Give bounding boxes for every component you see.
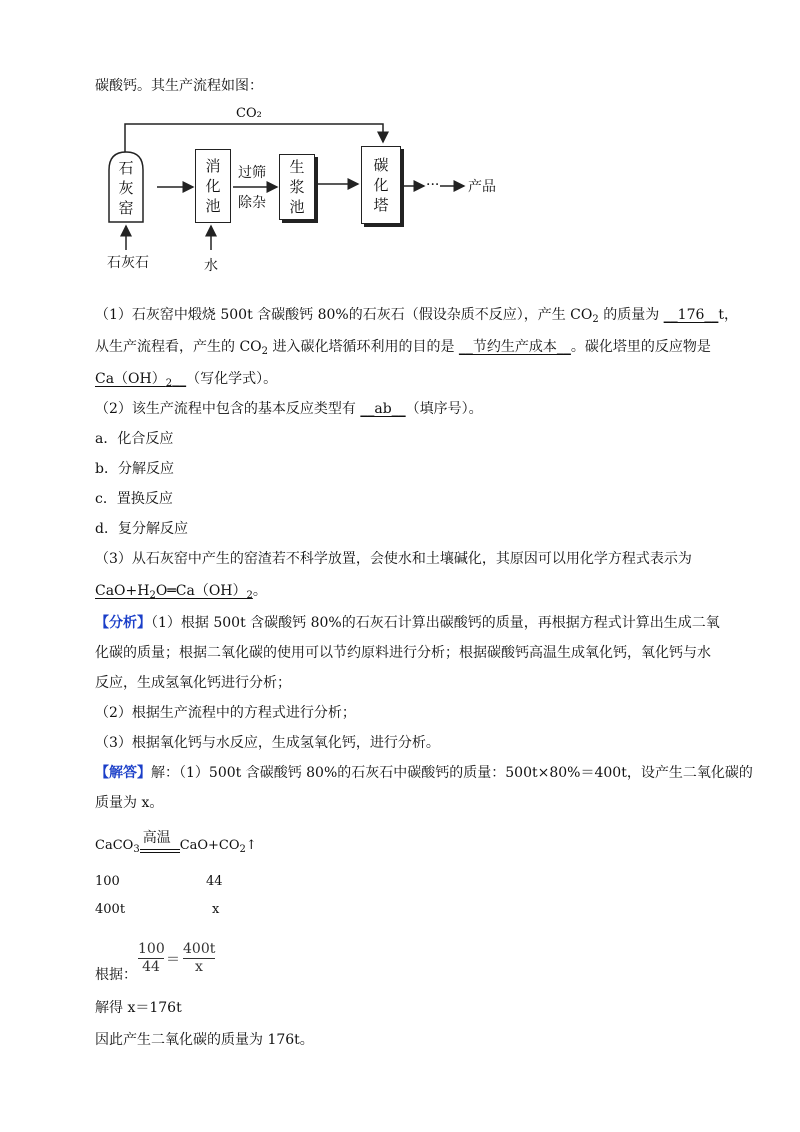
fraction-2-numerator: 400t	[183, 941, 216, 957]
product-label: 产品	[468, 179, 496, 195]
q1-line1-sub: 2	[592, 314, 599, 325]
q1-line2	[95, 337, 711, 362]
carbonation-tower	[361, 146, 401, 224]
q1-line1-mid: 的质量为	[598, 307, 664, 323]
filter-label-1: 过筛	[238, 165, 266, 181]
q3-answer-mid: O═Ca（OH）	[155, 583, 247, 599]
filter-label-2: 除杂	[238, 195, 266, 211]
q2-text-post: （填序号）。	[405, 401, 483, 417]
fraction-1	[138, 941, 164, 976]
slaking-tank-label: 消化池	[205, 157, 221, 215]
ratio-label: 根据：	[95, 967, 137, 983]
analysis-line5: （3）根据氧化钙与水反应，生成氢氧化钙，进行分析。	[95, 735, 440, 751]
conclusion-line: 因此产生二氧化碳的质量为 176t。	[95, 1032, 314, 1048]
q1-line2-pre: 从生产流程看，产生的 CO	[95, 339, 262, 355]
q3-answer	[95, 583, 253, 599]
analysis-line1-text: （1）根据 500t 含碳酸钙 80%的石灰石计算出碳酸钙的质量，再根据方程式计算出生成二氧	[151, 615, 720, 631]
solution-line1	[95, 763, 753, 783]
q1-line2-post: 。碳化塔里的反应物是	[570, 339, 711, 355]
q2-option-b: b．分解反应	[95, 461, 174, 477]
fraction-2-denominator: x	[195, 959, 203, 975]
co2-label: CO₂	[236, 106, 262, 121]
q1-line3	[95, 369, 277, 394]
solution-line2: 质量为 x。	[95, 795, 164, 811]
analysis-line4: （2）根据生产流程中的方程式进行分析；	[95, 705, 356, 721]
carbonation-tower-label: 碳化塔	[373, 156, 389, 214]
eq-right-sub: 2	[239, 844, 246, 855]
eq-arrow: ↑	[245, 838, 257, 853]
slurry-tank-label: 生浆池	[289, 158, 305, 216]
eq-right: CaO+CO	[179, 838, 240, 853]
q1-line2-sub: 2	[261, 346, 269, 357]
q2-stem	[95, 399, 483, 419]
q1-line2-mid: 进入碳化塔循环利用的目的是	[268, 339, 459, 355]
q1-line3-post: （写化学式）。	[186, 371, 278, 387]
analysis-line2: 化碳的质量；根据二氧化碳的使用可以节约原料进行分析；根据碳酸钙高温生成氧化钙，氧化钙与水	[95, 645, 711, 661]
fraction-2	[183, 941, 215, 976]
q3-answer-line	[95, 581, 267, 606]
q3-answer-pre: CaO+H	[95, 583, 150, 599]
q1-answer-2: __节约生产成本__	[458, 339, 571, 355]
analysis-tag: 【分析】	[95, 615, 151, 631]
flow-ellipsis: ···	[426, 177, 440, 193]
q3-answer-sub1: 2	[149, 590, 156, 601]
q3-answer-post: 。	[252, 583, 267, 599]
kiln-label: 石灰窑	[118, 159, 134, 217]
eq-condition-wrap	[140, 830, 180, 860]
analysis-line1	[95, 613, 720, 633]
q2-option-a: a．化合反应	[95, 431, 174, 447]
q1-answer-3-tail: __	[172, 371, 187, 387]
chem-equation	[95, 830, 257, 860]
q2-text-pre: （2）该生产流程中包含的基本反应类型有	[95, 401, 361, 417]
q1-line1-pre: （1）石灰窑中煅烧 500t 含碳酸钙 80%的石灰石（假设杂质不反应），产生 CO	[95, 307, 593, 323]
co2-recycle-line	[125, 124, 383, 152]
fraction-equals: ＝	[166, 952, 180, 968]
q2-option-d: d．复分解反应	[95, 521, 188, 537]
q2-option-c: c．置换反应	[95, 491, 173, 507]
limestone-label: 石灰石	[107, 255, 149, 271]
q1-line1-post: t，	[718, 307, 739, 323]
eq-row1-a: 100	[95, 874, 120, 889]
eq-bar	[140, 849, 180, 853]
result-line: 解得 x＝176t	[95, 1000, 182, 1016]
eq-row2-b: x	[212, 902, 220, 917]
eq-left-sub: 3	[133, 844, 140, 855]
fraction-1-numerator: 100	[138, 941, 165, 957]
eq-row2-a: 400t	[95, 902, 126, 917]
q1-answer-3	[95, 371, 186, 387]
q3-answer-sub2: 2	[246, 590, 253, 601]
q1-answer-3-sub: 2	[165, 378, 173, 389]
slaking-tank	[195, 149, 231, 223]
q3-text: （3）从石灰窑中产生的窑渣若不科学放置，会使水和土壤碱化，其原因可以用化学方程式表示为	[95, 551, 692, 567]
solution-line1-text: 解：（1）500t 含碳酸钙 80%的石灰石中碳酸钙的质量：500t×80%＝400t，设产生二氧化碳的	[151, 765, 753, 781]
analysis-line3: 反应，生成氢氧化钙进行分析；	[95, 675, 291, 691]
q2-answer: __ab__	[360, 401, 406, 417]
eq-left: CaCO	[95, 838, 134, 853]
q1-answer-3-text: Ca（OH）	[95, 371, 166, 387]
water-label: 水	[204, 258, 218, 274]
q1-line1	[95, 305, 738, 330]
intro-text: 碳酸钙。其生产流程如图：	[95, 78, 263, 94]
eq-row1-b: 44	[206, 874, 223, 889]
q1-answer-1: __176__	[663, 307, 719, 323]
fraction-1-denominator: 44	[142, 959, 160, 975]
slurry-tank	[279, 154, 315, 220]
eq-condition: 高温	[142, 830, 171, 846]
solution-tag: 【解答】	[95, 765, 151, 781]
